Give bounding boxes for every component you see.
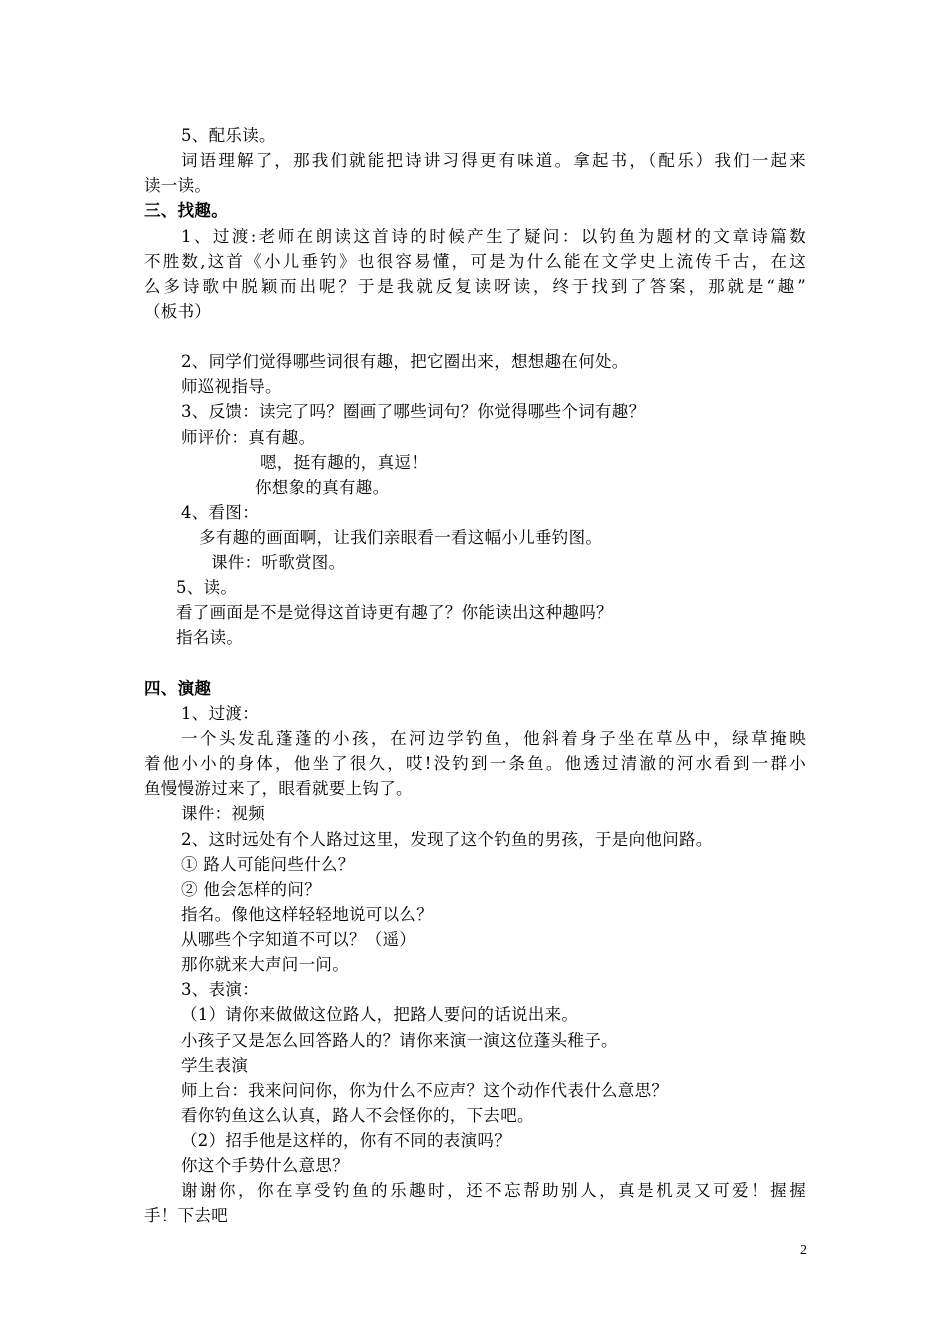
text-line: 4、看图： [181,503,259,522]
text-line: ② 他会怎样的问？ [181,880,321,899]
text-line: 手！下去吧 [144,1206,228,1225]
text-line: 小孩子又是怎么回答路人的？请你来演一演这位蓬头稚子。 [181,1031,618,1050]
text-line: 鱼慢慢游过来了，眼看就要上钩了。 [144,779,413,798]
text-line: 那你就来大声问一问。 [181,955,349,974]
text-line: ① 路人可能问些什么？ [181,855,355,874]
text-line: （2）招手他是这样的，你有不同的表演吗？ [181,1131,511,1150]
text-line: 看了画面是不是觉得这首诗更有趣了？你能读出这种趣吗？ [176,603,613,622]
section-heading: 四、演趣 [144,679,212,698]
text-line: 指名。像他这样轻轻地说可以么？ [181,905,433,924]
section-heading: 三、找趣。 [144,201,228,220]
text-line: 不胜数,这首《小儿垂钓》也很容易懂，可是为什么能在文学史上流传千古，在这 [144,252,806,271]
text-line: 师上台：我来问问你，你为什么不应声？这个动作代表什么意思？ [181,1081,669,1100]
text-line: 你想象的真有趣。 [255,478,390,497]
text-line: 从哪些个字知道不可以？（遥） [181,930,417,949]
text-line: 3、表演： [181,980,259,999]
text-line: 你这个手势什么意思？ [181,1156,349,1175]
text-line: 课件：视频 [181,804,265,823]
text-line: （板书） [144,302,212,321]
text-line: 3、反馈：读完了吗？圈画了哪些词句？你觉得哪些个词有趣？ [181,402,646,421]
text-line: 嗯，挺有趣的，真逗！ [260,453,428,472]
text-line: 师评价：真有趣。 [181,428,316,447]
text-line: （1）请你来做做这位路人，把路人要问的话说出来。 [181,1005,579,1024]
text-line: 学生表演 [181,1056,249,1075]
text-line: 着他小小的身体，他坐了很久，哎!没钓到一条鱼。他透过清澈的河水看到一群小 [144,754,806,773]
text-line: 么多诗歌中脱颖而出呢？于是我就反复读呀读，终于找到了答案，那就是“趣” [144,277,806,296]
text-line: 5、读。 [176,578,238,597]
text-line: 课件：听歌赏图。 [211,553,346,572]
text-line: 5、配乐读。 [181,126,276,145]
page-number: 2 [800,1243,807,1258]
text-line: 师巡视指导。 [181,377,282,396]
text-line: 1、过渡： [181,704,259,723]
text-line: 多有趣的画面啊，让我们亲眼看一看这幅小儿垂钓图。 [199,528,603,547]
text-line: 2、同学们觉得哪些词很有趣，把它圈出来，想想趣在何处。 [181,352,629,371]
text-line: 一个头发乱蓬蓬的小孩，在河边学钓鱼，他斜着身子坐在草丛中，绿草掩映 [181,729,806,748]
text-line: 词语理解了，那我们就能把诗讲习得更有味道。拿起书，（配乐）我们一起来 [181,151,806,170]
text-line: 1、过渡:老师在朗读这首诗的时候产生了疑问：以钓鱼为题材的文章诗篇数 [181,227,806,246]
text-line: 读一读。 [144,176,212,195]
text-line: 2、这时远处有个人路过这里，发现了这个钓鱼的男孩，于是向他问路。 [181,830,713,849]
text-line: 看你钓鱼这么认真，路人不会怪你的，下去吧。 [181,1106,534,1125]
text-line: 谢谢你，你在享受钓鱼的乐趣时，还不忘帮助别人，真是机灵又可爱！握握 [181,1181,806,1200]
text-line: 指名读。 [176,628,244,647]
